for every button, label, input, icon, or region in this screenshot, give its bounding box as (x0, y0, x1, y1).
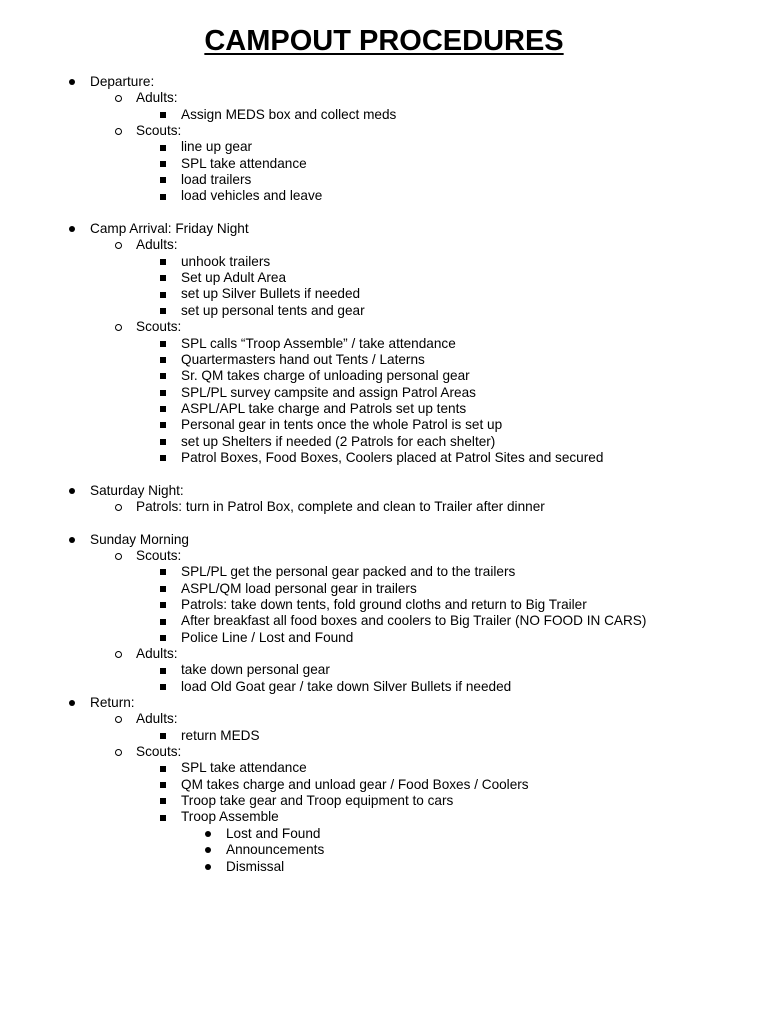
section-item (0, 695, 768, 711)
section-item (0, 221, 768, 237)
section-item-text: Return: (90, 695, 135, 711)
step-item-text: set up personal tents and gear (181, 302, 365, 318)
section-item-text: Departure: (90, 74, 155, 89)
step-item (0, 809, 768, 825)
step-item-text: After breakfast all food boxes and coolers to Big Trailer (NO FOOD IN CARS) (181, 613, 647, 629)
bullet-circle-icon (113, 319, 123, 335)
substep-item-text: Announcements (226, 842, 325, 858)
subsection-item (0, 646, 768, 662)
step-item (0, 581, 768, 597)
step-item (0, 336, 768, 352)
subsection-item-text: Adults: (136, 237, 178, 253)
bullet-square-icon (158, 728, 168, 744)
section-item-text: Sunday Morning (90, 531, 189, 547)
step-item (0, 172, 768, 188)
bullet-square-icon (158, 662, 168, 678)
bullet-square-icon (158, 254, 168, 270)
step-item (0, 156, 768, 172)
bullet-square-icon (158, 188, 168, 204)
step-item (0, 793, 768, 809)
step-item-text: SPL take attendance (181, 760, 307, 776)
step-item (0, 368, 768, 384)
bullet-square-icon (158, 172, 168, 188)
subsection-item-text: Scouts: (136, 547, 182, 563)
subsection-item (0, 237, 768, 253)
step-item-text: Patrol Boxes, Food Boxes, Coolers placed at Patrol Sites and secured (181, 449, 604, 465)
section-item (0, 532, 768, 548)
bullet-square-icon (158, 777, 168, 793)
step-item (0, 188, 768, 204)
step-item (0, 613, 768, 629)
bullet-circle-icon (113, 123, 123, 139)
step-item (0, 450, 768, 466)
step-item (0, 107, 768, 123)
step-item (0, 564, 768, 580)
bullet-dot-icon (67, 221, 77, 237)
subsection-item (0, 548, 768, 564)
subsection-item (0, 744, 768, 760)
step-item-text: Quartermasters hand out Tents / Laterns (181, 351, 425, 367)
step-item-text: Sr. QM takes charge of unloading personal gear (181, 368, 470, 384)
section-item (0, 483, 768, 499)
bullet-square-icon (158, 613, 168, 629)
step-item-text: ASPL/QM load personal gear in trailers (181, 580, 417, 596)
step-item (0, 777, 768, 793)
step-item (0, 401, 768, 417)
bullet-dot-icon (67, 74, 77, 90)
bullet-square-icon (158, 434, 168, 450)
step-item (0, 728, 768, 744)
step-item-text: Troop Assemble (181, 809, 279, 825)
step-item-text: SPL take attendance (181, 155, 307, 171)
subsection-item (0, 319, 768, 335)
bullet-square-icon (158, 401, 168, 417)
substep-item-text: Dismissal (226, 858, 285, 874)
section-item-text: Saturday Night: (90, 482, 184, 498)
subsection-item (0, 711, 768, 727)
bullet-square-icon (158, 760, 168, 776)
bullet-dot-icon (67, 695, 77, 711)
step-item-text: QM takes charge and unload gear / Food Boxes / Coolers (181, 776, 529, 792)
bullet-circle-icon (113, 499, 123, 515)
bullet-square-icon (158, 385, 168, 401)
bullet-dot-icon (67, 483, 77, 499)
step-item-text: set up Silver Bullets if needed (181, 286, 361, 302)
step-item (0, 352, 768, 368)
step-item-text: Personal gear in tents once the whole Patrol is set up (181, 417, 503, 433)
bullet-dot-icon (203, 842, 213, 858)
step-item (0, 286, 768, 302)
bullet-square-icon (158, 286, 168, 302)
bullet-square-icon (158, 352, 168, 368)
bullet-dot-icon (203, 826, 213, 842)
subsection-item-text: Patrols: turn in Patrol Box, complete and clean to Trailer after dinner (136, 498, 545, 514)
bullet-circle-icon (113, 237, 123, 253)
bullet-circle-icon (113, 711, 123, 727)
bullet-square-icon (158, 450, 168, 466)
bullet-square-icon (158, 564, 168, 580)
step-item-text: unhook trailers (181, 253, 271, 269)
bullet-square-icon (158, 139, 168, 155)
bullet-square-icon (158, 597, 168, 613)
bullet-dot-icon (67, 532, 77, 548)
step-item-text: take down personal gear (181, 662, 330, 678)
step-item (0, 597, 768, 613)
step-item (0, 630, 768, 646)
step-item-text: SPL calls “Troop Assemble” / take attendance (181, 335, 456, 351)
subsection-item-text: Adults: (136, 646, 178, 662)
step-item (0, 270, 768, 286)
subsection-item (0, 90, 768, 106)
subsection-item-text: Adults: (136, 711, 178, 727)
bullet-circle-icon (113, 90, 123, 106)
step-item-text: line up gear (181, 139, 253, 155)
step-item (0, 303, 768, 319)
bullet-circle-icon (113, 548, 123, 564)
bullet-square-icon (158, 417, 168, 433)
bullet-square-icon (158, 581, 168, 597)
step-item-text: SPL/PL survey campsite and assign Patrol Areas (181, 384, 476, 400)
substep-item (0, 842, 768, 858)
step-item-text: return MEDS (181, 727, 260, 743)
section-item (0, 74, 768, 90)
bullet-square-icon (158, 303, 168, 319)
subsection-item-text: Scouts: (136, 744, 182, 760)
bullet-square-icon (158, 156, 168, 172)
bullet-square-icon (158, 793, 168, 809)
step-item (0, 760, 768, 776)
bullet-square-icon (158, 107, 168, 123)
bullet-square-icon (158, 336, 168, 352)
step-item-text: load Old Goat gear / take down Silver Bullets if needed (181, 678, 512, 694)
step-item (0, 254, 768, 270)
bullet-circle-icon (113, 744, 123, 760)
substep-item (0, 826, 768, 842)
step-item (0, 662, 768, 678)
bullet-square-icon (158, 679, 168, 695)
section-item-text: Camp Arrival: Friday Night (90, 221, 249, 237)
bullet-square-icon (158, 809, 168, 825)
step-item-text: Troop take gear and Troop equipment to cars (181, 793, 454, 809)
page-title: CAMPOUT PROCEDURES (204, 25, 564, 57)
step-item (0, 385, 768, 401)
step-item-text: ASPL/APL take charge and Patrols set up tents (181, 400, 467, 416)
subsection-item-text: Scouts: (136, 319, 182, 335)
step-item-text: load vehicles and leave (181, 188, 323, 204)
bullet-circle-icon (113, 646, 123, 662)
step-item-text: Patrols: take down tents, fold ground cloths and return to Big Trailer (181, 597, 587, 612)
step-item-text: set up Shelters if needed (2 Patrols for each shelter) (181, 433, 496, 449)
step-item-text: Assign MEDS box and collect meds (181, 106, 397, 122)
subsection-item (0, 123, 768, 139)
subsection-item-text: Adults: (136, 90, 178, 106)
bullet-square-icon (158, 270, 168, 286)
bullet-dot-icon (203, 859, 213, 875)
procedure-outline (0, 74, 768, 875)
subsection-item (0, 499, 768, 515)
step-item (0, 139, 768, 155)
step-item (0, 679, 768, 695)
step-item (0, 417, 768, 433)
step-item-text: load trailers (181, 172, 252, 188)
step-item (0, 434, 768, 450)
substep-item-text: Lost and Found (226, 825, 321, 841)
subsection-item-text: Scouts: (136, 123, 182, 139)
bullet-square-icon (158, 630, 168, 646)
step-item-text: Police Line / Lost and Found (181, 629, 354, 645)
step-item-text: SPL/PL get the personal gear packed and to the trailers (181, 564, 516, 580)
bullet-square-icon (158, 368, 168, 384)
substep-item (0, 859, 768, 875)
step-item-text: Set up Adult Area (181, 270, 287, 286)
